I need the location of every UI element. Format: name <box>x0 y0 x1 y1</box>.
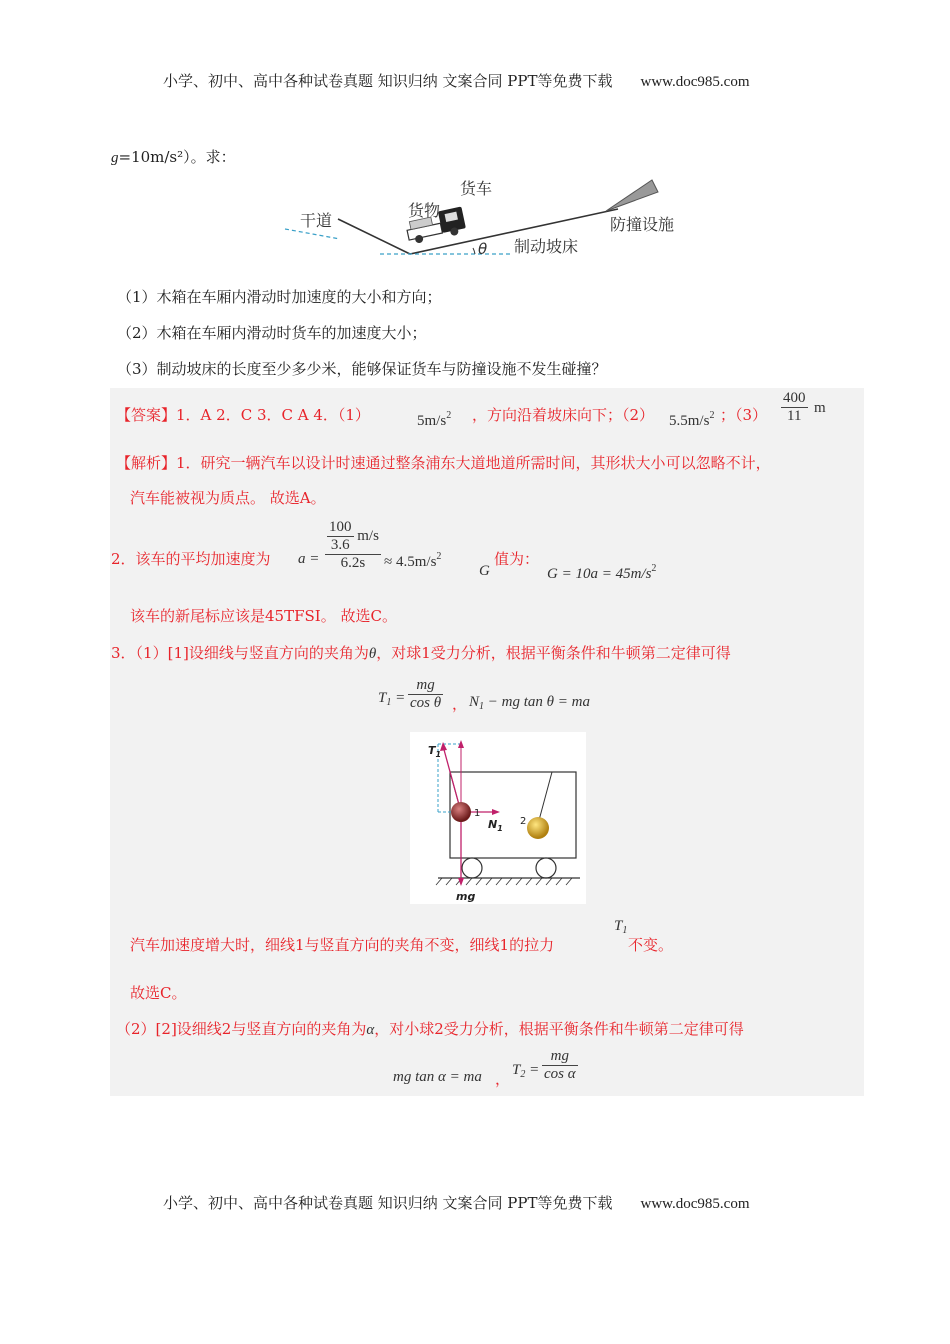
inline-T1 <box>614 918 627 936</box>
analysis-line-8 <box>116 1018 744 1039</box>
answer-v1-text: 5m/s <box>417 413 447 429</box>
eq-num: 100 <box>329 519 352 535</box>
analysis-line-4: 该车的新尾标应该是45TFSI。 故选C。 <box>130 607 397 625</box>
eq-T2-sub: 2 <box>520 1069 526 1080</box>
eq-62: 6.2s <box>340 555 366 571</box>
answer-label: 【答案】 <box>116 406 177 424</box>
label-huoche: 货车 <box>460 179 493 198</box>
eq-T2-mg: mg <box>542 1048 578 1066</box>
eq-T2-eq: = <box>525 1062 540 1078</box>
page-header <box>163 70 750 91</box>
eq-N1-rest: − mg tan θ = ma <box>484 694 590 710</box>
analysis-l8: （2）[2]设细线2与竖直方向的夹角为 <box>116 1020 367 1038</box>
answer-num: 400 <box>783 390 806 406</box>
label-ball-2: 2 <box>520 816 527 827</box>
analysis-label: 【解析】 <box>116 454 177 472</box>
analysis-line-2: 汽车能被视为质点。 故选A。 <box>130 489 326 507</box>
ball-2 <box>527 817 549 839</box>
intro-g: g <box>111 150 119 166</box>
label-ganrao: 干道 <box>300 211 333 230</box>
label-podchuang: 制动坡床 <box>514 237 579 256</box>
analysis-l8b: ，对小球2受力分析，根据平衡条件和牛顿第二定律可得 <box>374 1020 744 1038</box>
question-3: （3）制动坡床的长度至少多少米，能够保证货车与防撞设施不发生碰撞？ <box>117 360 607 378</box>
answer-mid: ，方向沿着坡床向下；（2） <box>472 406 655 424</box>
angle-arc <box>473 248 475 254</box>
eq-T1 <box>378 690 405 708</box>
eq-N1 <box>469 694 590 712</box>
eq-T1-sym: T <box>378 690 387 706</box>
footer-text: 小学、初中、高中各种试卷真题 知识归纳 文案合同 PPT等免费下载 <box>163 1194 613 1212</box>
cart-wheel-left <box>462 858 482 878</box>
footer-site: www.doc985.com <box>640 1196 750 1212</box>
eq-approx-text: ≈ 4.5m/s <box>384 554 437 570</box>
eq-G-text: G = 10a = 45m/s <box>547 566 652 582</box>
label-T1: $T_1$ <box>428 744 442 759</box>
eq-unit: m/s <box>357 527 379 544</box>
question-2: （2）木箱在车厢内滑动时货车的加速度大小； <box>117 324 427 342</box>
header-site: www.doc985.com <box>640 74 750 90</box>
eq-36: 3.6 <box>330 537 350 553</box>
inline-T1-sub: 1 <box>622 925 628 936</box>
analysis-alpha: α <box>366 1022 375 1038</box>
answer-v2-sup: 2 <box>709 410 715 421</box>
analysis-l5: 3．（1）[1]设细线与竖直方向的夹角为 <box>111 644 369 662</box>
label-fangzhuang: 防撞设施 <box>610 215 675 234</box>
eq-N1-sym: N <box>469 694 480 710</box>
eq-T1-eq: = <box>391 690 406 706</box>
answer-v2-text: 5.5m/s <box>669 413 710 429</box>
header-text: 小学、初中、高中各种试卷真题 知识归纳 文案合同 PPT等免费下载 <box>163 72 613 90</box>
road-dash <box>285 229 340 239</box>
analysis-l6b: 不变。 <box>628 936 674 954</box>
eq-G-sup: 2 <box>651 563 657 574</box>
eq-G-sym: G <box>479 563 490 579</box>
intro-text: =10m/s²）。求： <box>118 148 236 166</box>
question-1: （1）木箱在车厢内滑动时加速度的大小和方向； <box>117 288 442 306</box>
answer-v1 <box>417 410 451 430</box>
eq-T2-frac <box>542 1048 578 1083</box>
eq-T1-cos: cos θ <box>410 695 442 711</box>
barrier-shape <box>606 180 658 211</box>
eq-a-frac <box>325 519 381 572</box>
analysis-theta: θ <box>368 646 377 662</box>
analysis-line-5 <box>111 642 731 663</box>
eq-T1-mg: mg <box>408 677 443 695</box>
eq-T2-sym: T <box>512 1062 521 1078</box>
analysis-line-3: 2．该车的平均加速度为 <box>111 550 271 568</box>
analysis-l1: 1．研究一辆汽车以设计时速通过整条浦东大道地道所需时间，其形状大小可以忽略不计， <box>176 454 771 472</box>
eq-comma-1: ， <box>452 695 468 713</box>
eq-T2 <box>512 1062 539 1080</box>
eq-mgtan: mg tan α = ma <box>393 1069 482 1085</box>
eq-a: a = <box>298 551 320 567</box>
eq-N1-sub: 1 <box>479 701 485 712</box>
ball-1 <box>451 802 471 822</box>
intro-line <box>111 146 236 167</box>
cart-figure <box>410 732 586 904</box>
eq-T2-cos: cos α <box>544 1066 576 1082</box>
cart-wheel-right <box>536 858 556 878</box>
label-theta: θ <box>478 240 488 258</box>
eq-T1-frac <box>408 677 443 712</box>
page-footer <box>163 1192 750 1213</box>
label-N1: $N_1$ <box>488 818 503 833</box>
analysis-l5b: ，对球1受力分析，根据平衡条件和牛顿第二定律可得 <box>376 644 731 662</box>
eq-G <box>547 563 656 583</box>
answer-text: 1．A 2．C 3．C A 4．（1） <box>176 406 370 424</box>
eq-approx <box>384 551 441 571</box>
label-ball-1: 1 <box>474 808 481 819</box>
answer-line <box>116 404 370 425</box>
eq-T1-sub: 1 <box>386 697 392 708</box>
answer-v2 <box>669 410 714 430</box>
answer-fraction <box>781 390 808 425</box>
answer-v1-sup: 2 <box>446 410 452 421</box>
analysis-l6: 汽车加速度增大时，细线1与竖直方向的夹角不变，细线1的拉力 <box>130 936 555 954</box>
ramp-figure <box>280 172 680 264</box>
analysis-line-6 <box>130 934 554 955</box>
label-huowu: 货物 <box>408 201 441 220</box>
eq-comma-2: ， <box>495 1070 511 1088</box>
analysis-line-1 <box>116 452 771 473</box>
answer-den: 11 <box>787 408 802 424</box>
eq-approx-sup: 2 <box>436 551 442 562</box>
analysis-line-7: 故选C。 <box>130 984 187 1002</box>
answer-unit: m <box>814 400 826 416</box>
answer-semi: ；（3） <box>720 406 768 424</box>
analysis-zhi: 值为： <box>494 550 540 568</box>
inline-T1-sym: T <box>614 918 623 934</box>
label-mg: mg <box>456 890 476 903</box>
